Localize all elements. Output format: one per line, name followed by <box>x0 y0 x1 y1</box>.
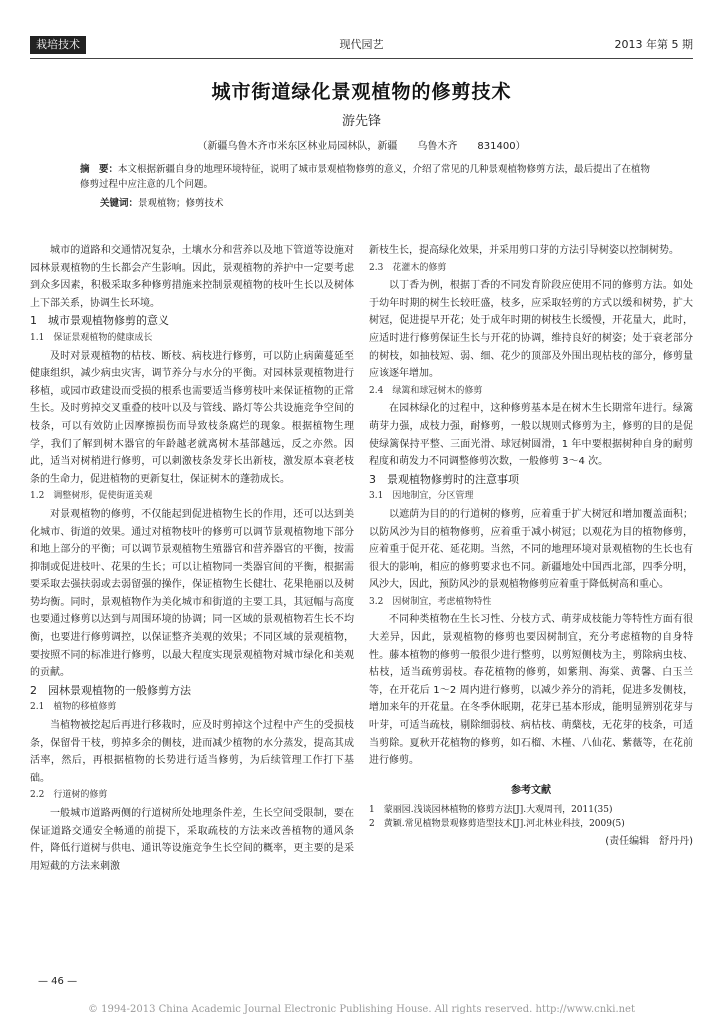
left-column <box>30 242 354 875</box>
section-2-3-text: 以丁香为例，根据丁香的不同发育阶段应使用不同的修剪方法。如处于幼年时期的树生长较旺盛，枝多，应采取轻剪的方式以缓和树势，扩大树冠，促进提早开花；处于成年时期的树枝生长缓慢，开花量大，此时，应适时进行修剪保证生长与开花的协调，维持良好的树姿；处于衰老部分的树枝，如抽枝短、弱、细、花少的顶部及外围出现枯枝的部分，修剪量应该逐年增加。 <box>369 280 693 380</box>
section-badge: 栽培技术 <box>30 36 86 54</box>
abstract <box>80 162 655 192</box>
copyright-footer: © 1994-2013 China Academic Journal Electronic Publishing House. All rights reserved. http://www.cnki.net <box>87 1004 635 1015</box>
section-2-2-heading: 2.2 行道树的修剪 <box>30 790 108 801</box>
keywords <box>100 196 655 211</box>
section-3-1-text: 以遮荫为目的的行道树的修剪，应着重于扩大树冠和增加覆盖面积；以防风沙为目的植物修剪，应着重于减小树冠；以观花为目的植物修剪，应着重于促开花、延花期。当然，不同的地理环境对景观植物的生长也有很大的影响，相应的修剪要求也不同。新疆地处中国西北部，四季分明，风沙大，因此，预防风沙的景观植物修剪应着重于降低树高和重心。 <box>369 508 693 591</box>
section-2-1-text: 当植物被挖起后再进行移栽时，应及时剪掉这个过程中产生的受损枝条，保留骨干枝，剪掉多余的侧枝，进而减少植物的水分蒸发，提高其成活率，然后，再根据植物的长势进行适当修剪，为后续管理工作打下基础。 <box>30 720 354 784</box>
journal-name: 现代园艺 <box>339 38 384 51</box>
section-3-1-heading: 3.1 因地制宜，分区管理 <box>369 491 474 502</box>
section-1-heading: 1 城市景观植物修剪的意义 <box>30 314 169 328</box>
section-2-1-heading: 2.1 植物的移植修剪 <box>30 702 117 713</box>
author-affiliation: （新疆乌鲁木齐市米东区林业局园林队，新疆 乌鲁木齐 831400） <box>197 141 526 152</box>
section-1-1-heading: 1.1 保证景观植物的健康成长 <box>30 332 153 343</box>
section-2-heading: 2 园林景观植物的一般修剪方法 <box>30 683 191 697</box>
keywords-text: 景观植物；修剪技术 <box>138 198 224 209</box>
section-3-2-heading: 3.2 因树制宜，考虑植物特性 <box>369 596 492 607</box>
section-1-1-text: 及时对景观植物的枯枝、断枝、病枝进行修剪，可以防止病菌蔓延至健康组织，减少病虫灾害，调节养分与水分的平衡。对园林景观植物进行移植，或园市政建设而受损的根系也需要适当修剪枝叶来保证植物的正常生长。及时剪掉交叉重叠的枝叶以及与管线、路灯等公共设施竞争空间的枝条，可以有效防止因摩擦损伤而导致枝条腐烂的现象。根据植物生理学，我们了解到树木器官的年龄越老就离树木基部越远，反之亦然。因此，适当对树梢进行修剪，可以刺激枝条发芽长出新枝，激发原本衰老枝条的生命力，促进植物的更新复壮，保证树木的蓬勃成长。 <box>30 350 354 485</box>
article-author: 游先锋 <box>341 114 381 129</box>
reference-item: 1 蒙丽园.浅谈园林植物的修剪方法[J].大观周刊，2011(35) <box>369 805 613 816</box>
reference-item: 2 黄颖.常见植物景观修剪造型技术[J].河北林业科技，2009(5) <box>369 819 625 830</box>
section-3-heading: 3 景观植物修剪时的注意事项 <box>369 472 519 486</box>
abstract-text: 本文根据新疆自身的地理环境特征，说明了城市景观植物修剪的意义，介绍了常见的几种景观植物修剪方法，最后提出了在植物修剪过程中应注意的几个问题。 <box>80 164 651 190</box>
issue-label: 2013 年第 5 期 <box>614 38 693 51</box>
continued-paragraph: 新枝生长，提高绿化效果，并采用剪口芽的方法引导树姿以控制树势。 <box>369 245 679 256</box>
references-heading: 参考文献 <box>511 784 551 796</box>
responsible-editor: (责任编辑 舒丹丹) <box>605 836 693 848</box>
section-1-2-text: 对景观植物的修剪，不仅能起到促进植物生长的作用，还可以达到美化城市、街道的效果。通过对植物枝叶的修剪可以调节景观植物地下部分和地上部分的平衡；可以调节景观植物生殖器官和营养器官的平衡，按需抑制或促进枝叶、花果的生长；可以让植物同一类器官间的平衡，根据需要采取去强扶弱或去弱留强的操作，保证植物生长健壮、花果艳丽以及树势均衡。同时，景观植物作为美化城市和街道的主要工具，其冠幅与高度也要通过修剪以达到与周围环境的协调；同一区域的景观植物若生长不均衡，也要进行修剪调控，以保证整齐美观的效果；不同区域的景观植物，要按照不同的标准进行修剪，以最大程度实现景观植物对城市绿化和美观的贡献。 <box>30 508 354 679</box>
section-2-3-heading: 2.3 花灌木的修剪 <box>369 262 447 273</box>
section-3-2-text: 不同种类植物在生长习性、分枝方式、萌芽成枝能力等特性方面有很大差异，因此，景观植物的修剪也要因树制宜，充分考虑植物的自身特性。藤本植物的修剪一般很少进行整剪，以剪短侧枝为主，剪除病虫枝、枯枝，适当疏剪弱枝。春花植物的修剪，如紫荆、海棠、黄馨、白玉兰等，在开花后 1～2 周内进行修剪，以减少养分的消耗，促进多发侧枝，增加来年的开花量。在冬季休眠期，花芽已基本形成，能明显辨别花芽与叶芽，可适当疏枝，剔除细弱枝、病枯枝、萌蘖枝，无花芽的枝条，可适当剪除。夏秋开花植物的修剪，如石榴、木槿、八仙花、紫薇等，在花前进行修剪。 <box>369 614 693 767</box>
section-2-4-text: 在园林绿化的过程中，这种修剪基本是在树木生长期常年进行。绿篱萌芽力强，成枝力强，耐修剪，一般以规则式修剪为主，修剪的目的是促使绿篱保持平整、三面光滑、球冠树圆滑，1 年中要根据树种自身的耐剪程度和萌发力不同调整修剪次数，一般修剪 3～4 次。 <box>369 403 693 468</box>
page-number: — 46 — <box>38 976 78 987</box>
header-rule <box>30 58 693 59</box>
right-column <box>369 242 693 851</box>
section-2-2-text: 一般城市道路两侧的行道树所处地理条件差，生长空间受限制，要在保证道路交通安全畅通的前提下，采取疏枝的方法来改善植物的通风条件，降低行道树与供电、通讯等设施竞争生长空间的概率，更主要的是采用短截的方法来刺激 <box>30 808 354 872</box>
running-header <box>30 36 693 54</box>
abstract-label: 摘 要： <box>80 164 119 175</box>
article-title: 城市街道绿化景观植物的修剪技术 <box>211 81 512 103</box>
intro-paragraph: 城市的道路和交通情况复杂，土壤水分和营养以及地下管道等设施对园林景观植物的生长都会产生影响。因此，景观植物的养护中一定要考虑到众多因素，积极采取多种修剪措施来控制景观植物的枝叶生长以及树体上下部关系，协调生长环境。 <box>30 245 354 309</box>
keywords-label: 关键词： <box>100 198 139 209</box>
section-2-4-heading: 2.4 绿篱和球冠树木的修剪 <box>369 385 483 396</box>
section-1-2-heading: 1.2 调整树形，促使街道美观 <box>30 491 153 502</box>
